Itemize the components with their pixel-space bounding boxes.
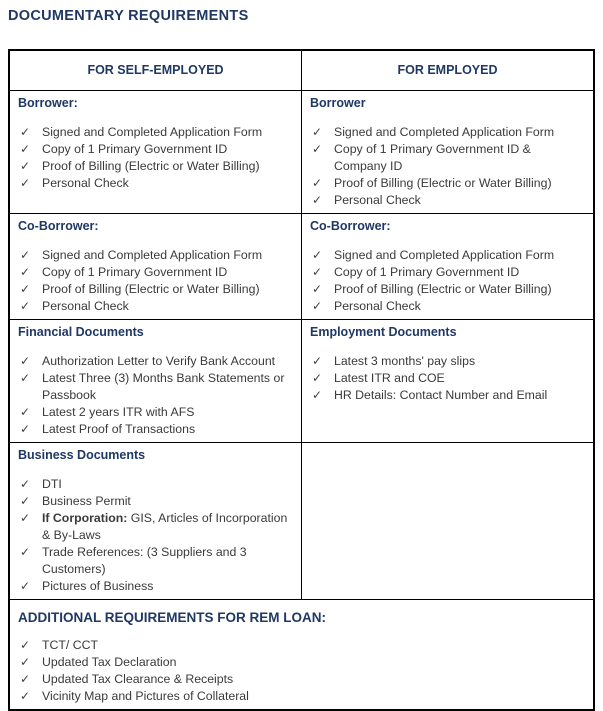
item-bold-prefix: If Corporation: (42, 510, 128, 525)
item-text: Latest Three (3) Months Bank Statements or Passbook (42, 370, 285, 402)
item-text: Personal Check (334, 192, 421, 207)
item-text: HR Details: Contact Number and Email (334, 387, 548, 402)
checkmark-icon: ✓ (312, 281, 323, 296)
item-text: Copy of 1 Primary Government ID (334, 264, 520, 279)
check-item (312, 124, 585, 141)
check-item (20, 298, 293, 315)
section-heading: Co-Borrower: (18, 218, 99, 233)
checkmark-icon: ✓ (20, 175, 31, 190)
check-item (312, 281, 585, 298)
item-text: If Corporation: GIS, Articles of Incorporation & By-Laws (42, 510, 288, 542)
checkmark-icon: ✓ (20, 493, 31, 508)
item-text: Business Permit (42, 493, 131, 508)
section-heading: Financial Documents (18, 324, 144, 339)
item-text: Proof of Billing (Electric or Water Billing) (334, 281, 552, 296)
checkmark-icon: ✓ (20, 141, 31, 156)
item-text: Trade References: (3 Suppliers and 3 Customers) (42, 544, 247, 576)
checkmark-icon: ✓ (20, 654, 31, 669)
check-item (312, 370, 585, 387)
item-text: Signed and Completed Application Form (334, 247, 555, 262)
table-cell-1-self-employed (9, 213, 302, 319)
item-text: Proof of Billing (Electric or Water Billing) (42, 158, 260, 173)
checkmark-icon: ✓ (312, 247, 323, 262)
table-header (9, 50, 594, 90)
check-item (20, 637, 585, 654)
column-header-employed: FOR EMPLOYED (302, 50, 595, 90)
item-text: Copy of 1 Primary Government ID (42, 264, 228, 279)
item-text: Latest ITR and COE (334, 370, 445, 385)
check-item (20, 578, 293, 595)
item-text: TCT/ CCT (42, 637, 99, 652)
table-row (9, 442, 594, 599)
item-text: Latest 2 years ITR with AFS (42, 404, 195, 419)
check-item (20, 281, 293, 298)
check-item (20, 264, 293, 281)
item-text: Pictures of Business (42, 578, 154, 593)
item-text: Signed and Completed Application Form (334, 124, 555, 139)
additional-requirements-cell (9, 599, 594, 710)
check-item (20, 476, 293, 493)
check-item (312, 175, 585, 192)
table-cell-0-employed (302, 90, 595, 213)
check-item (20, 671, 585, 688)
section-heading: Borrower: (18, 95, 78, 110)
table-cell-1-employed (302, 213, 595, 319)
checkmark-icon: ✓ (20, 421, 31, 436)
item-text: Personal Check (42, 175, 129, 190)
item-text: DTI (42, 476, 62, 491)
checkmark-icon: ✓ (312, 298, 323, 313)
additional-requirements-row (9, 599, 594, 710)
check-item (20, 688, 585, 705)
item-text: Signed and Completed Application Form (42, 247, 263, 262)
checkmark-icon: ✓ (312, 192, 323, 207)
check-item (312, 387, 585, 404)
checkmark-icon: ✓ (20, 264, 31, 279)
table-cell-3-self-employed (9, 442, 302, 599)
checkmark-icon: ✓ (20, 370, 31, 385)
table-cell-2-employed (302, 319, 595, 442)
table-row (9, 319, 594, 442)
item-text: Copy of 1 Primary Government ID (42, 141, 228, 156)
checkmark-icon: ✓ (20, 688, 31, 703)
checkmark-icon: ✓ (20, 281, 31, 296)
checkmark-icon: ✓ (20, 353, 31, 368)
table-row (9, 90, 594, 213)
check-item (20, 158, 293, 175)
check-item (20, 421, 293, 438)
checkmark-icon: ✓ (312, 124, 323, 139)
check-item (20, 175, 293, 192)
check-list (310, 124, 585, 209)
item-text: Updated Tax Declaration (42, 654, 177, 669)
section-heading: Employment Documents (310, 324, 457, 339)
check-list (18, 247, 293, 315)
checkmark-icon: ✓ (312, 141, 323, 156)
section-heading: Business Documents (18, 447, 146, 462)
checkmark-icon: ✓ (20, 404, 31, 419)
table-row (9, 213, 594, 319)
page-title: DOCUMENTARY REQUIREMENTS (8, 8, 249, 24)
check-list (18, 124, 293, 192)
check-item (312, 264, 585, 281)
check-item (20, 247, 293, 264)
checkmark-icon: ✓ (20, 298, 31, 313)
checkmark-icon: ✓ (312, 353, 323, 368)
check-item (20, 353, 293, 370)
check-item (312, 192, 585, 209)
additional-requirements-heading: ADDITIONAL REQUIREMENTS FOR REM LOAN: (18, 609, 326, 625)
item-text: Latest 3 months' pay slips (334, 353, 476, 368)
column-header-row (9, 50, 594, 90)
item-text: Signed and Completed Application Form (42, 124, 263, 139)
checkmark-icon: ✓ (312, 370, 323, 385)
checkmark-icon: ✓ (20, 544, 31, 559)
check-list (310, 247, 585, 315)
requirements-table (8, 49, 595, 711)
table-cell-3-employed (302, 442, 595, 599)
item-text: Authorization Letter to Verify Bank Account (42, 353, 276, 368)
check-item (20, 141, 293, 158)
checkmark-icon: ✓ (20, 510, 31, 525)
check-item (312, 298, 585, 315)
check-item (312, 353, 585, 370)
check-list (18, 353, 293, 438)
item-text: Personal Check (42, 298, 129, 313)
check-item (20, 124, 293, 141)
check-item (20, 370, 293, 404)
item-text: Latest Proof of Transactions (42, 421, 196, 436)
table-cell-2-self-employed (9, 319, 302, 442)
column-header-self-employed: FOR SELF-EMPLOYED (9, 50, 302, 90)
item-text: Updated Tax Clearance & Receipts (42, 671, 234, 686)
checkmark-icon: ✓ (20, 158, 31, 173)
check-list (18, 637, 585, 705)
item-text: Proof of Billing (Electric or Water Billing) (42, 281, 260, 296)
check-item (20, 510, 293, 544)
check-item (20, 654, 585, 671)
checkmark-icon: ✓ (20, 578, 31, 593)
checkmark-icon: ✓ (312, 264, 323, 279)
table-cell-0-self-employed (9, 90, 302, 213)
item-text: Personal Check (334, 298, 421, 313)
item-text: Vicinity Map and Pictures of Collateral (42, 688, 249, 703)
item-text: Proof of Billing (Electric or Water Billing) (334, 175, 552, 190)
checkmark-icon: ✓ (20, 124, 31, 139)
check-item (20, 544, 293, 578)
check-list (310, 353, 585, 404)
section-heading: Borrower (310, 95, 366, 110)
check-item (20, 493, 293, 510)
checkmark-icon: ✓ (312, 175, 323, 190)
requirements-table-body (9, 90, 594, 710)
check-item (312, 247, 585, 264)
check-item (312, 141, 585, 175)
item-text: Copy of 1 Primary Government ID & Company ID (334, 141, 531, 173)
section-heading: Co-Borrower: (310, 218, 391, 233)
check-item (20, 404, 293, 421)
checkmark-icon: ✓ (312, 387, 323, 402)
checkmark-icon: ✓ (20, 671, 31, 686)
check-list (18, 476, 293, 595)
checkmark-icon: ✓ (20, 476, 31, 491)
checkmark-icon: ✓ (20, 637, 31, 652)
checkmark-icon: ✓ (20, 247, 31, 262)
